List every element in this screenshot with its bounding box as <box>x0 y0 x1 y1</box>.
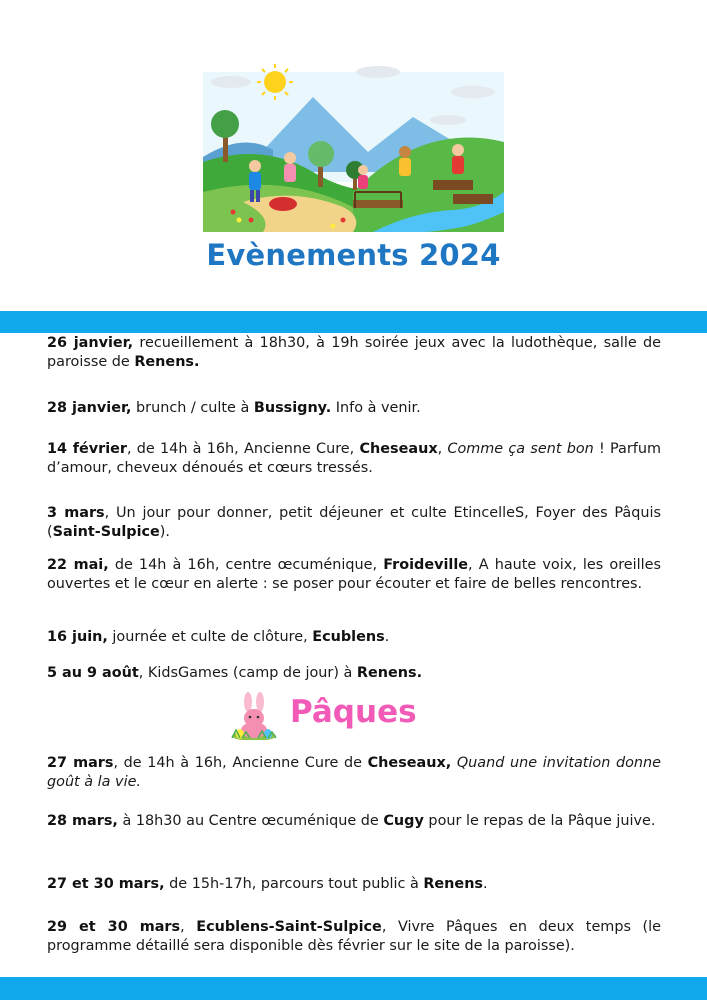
event-title: Comme ça sent bon <box>447 441 594 457</box>
event-place: Ecublens-Saint-Sulpice <box>196 919 382 935</box>
event-date: 3 mars <box>47 505 105 521</box>
event-date: 28 mars, <box>47 813 118 829</box>
paques-title: Pâques <box>290 694 417 730</box>
bottom-divider-band <box>0 977 707 1000</box>
event-date: 26 janvier, <box>47 335 134 351</box>
event-date: 27 mars <box>47 755 114 771</box>
event-place: Ecublens <box>312 629 385 645</box>
event-28-mars: 28 mars, à 18h30 au Centre œcuménique de Cugy pour le repas de la Pâque juive. <box>47 813 656 829</box>
event-title: Quand une invitation donne goût à la vie. <box>47 755 662 790</box>
event-date: 22 mai, <box>47 557 109 573</box>
event-date: 28 janvier, <box>47 400 132 416</box>
event-place: Cugy <box>383 813 424 829</box>
event-place: Saint-Sulpice <box>52 524 160 540</box>
page-title: Evènements 2024 <box>206 238 501 272</box>
event-place: Froideville <box>383 557 469 573</box>
event-place: Renens. <box>356 665 423 681</box>
event-date: 14 février <box>47 441 127 457</box>
event-date: 29 et 30 mars <box>47 919 181 935</box>
event-28-janvier: 28 janvier, brunch / culte à Bussigny. Info à venir. <box>47 400 421 416</box>
event-date: 16 juin, <box>47 629 108 645</box>
event-date: 27 et 30 mars, <box>47 876 165 892</box>
paques-heading <box>230 692 417 740</box>
event-26-janvier: 26 janvier, recueillement à 18h30, à 19h soirée jeux avec la ludothèque, salle de paroisse de Renens. <box>47 335 661 370</box>
event-22-mai: 22 mai, de 14h à 16h, centre œcuménique, Froideville, A haute voix, les oreilles ouvertes et le cœur en alerte : se poser pour écouter et faire de belles rencontres. <box>47 557 661 592</box>
event-16-juin: 16 juin, journée et culte de clôture, Ecublens. <box>47 629 390 645</box>
event-3-mars: 3 mars, Un jour pour donner, petit déjeuner et culte EtincelleS, Foyer des Pâquis (Saint-Sulpice). <box>47 505 661 540</box>
top-divider-band <box>0 311 707 333</box>
event-27-mars: 27 mars, de 14h à 16h, Ancienne Cure de Cheseaux, Quand une invitation donne goût à la vie. <box>47 755 662 790</box>
event-place: Renens <box>423 876 484 892</box>
event-27-et-30-mars: 27 et 30 mars, de 15h-17h, parcours tout public à Renens. <box>47 876 488 892</box>
event-date: 5 au 9 août <box>47 665 139 681</box>
event-place: Renens. <box>134 354 200 370</box>
event-29-et-30-mars: 29 et 30 mars, Ecublens-Saint-Sulpice, Vivre Pâques en deux temps (le programme détaillé sera disponible dès février sur le site de la paroisse). <box>47 919 661 954</box>
event-place: Cheseaux, <box>367 755 452 771</box>
garden-children-illustration <box>203 62 504 232</box>
event-place: Bussigny. <box>253 400 332 416</box>
easter-bunny-icon <box>230 692 278 740</box>
event-14-fevrier: 14 février, de 14h à 16h, Ancienne Cure, Cheseaux, Comme ça sent bon ! Parfum d’amour, cheveux dénoués et cœurs tressés. <box>47 441 661 476</box>
event-5-au-9-aout: 5 au 9 août, KidsGames (camp de jour) à Renens. <box>47 665 423 681</box>
event-place: Cheseaux <box>359 441 438 457</box>
